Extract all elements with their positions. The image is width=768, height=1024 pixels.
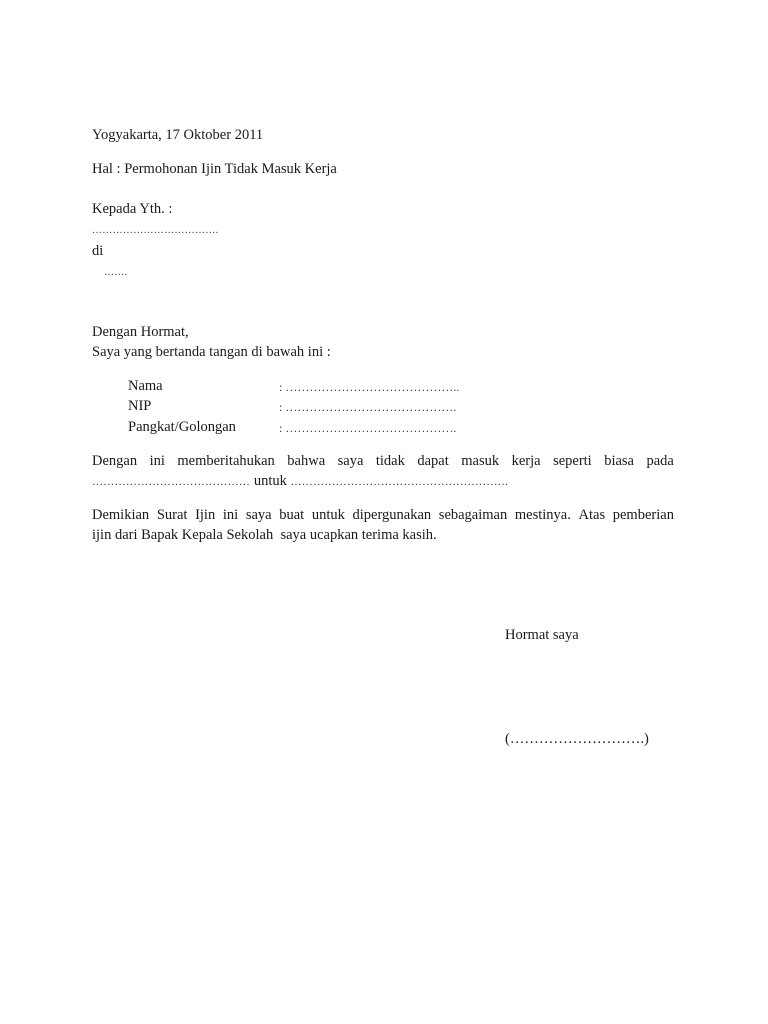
notice-line-2 bbox=[92, 472, 508, 491]
word: Dengan bbox=[92, 453, 138, 469]
word: buat bbox=[279, 507, 305, 523]
word: sebagaiman bbox=[438, 507, 508, 523]
word: untuk bbox=[311, 507, 345, 523]
word: dapat bbox=[417, 453, 449, 469]
field-value-nama: : …………………………………….. bbox=[279, 380, 460, 394]
word: biasa bbox=[604, 453, 634, 469]
word: ini bbox=[222, 507, 239, 523]
field-label-pangkat: Pangkat/Golongan bbox=[128, 419, 236, 435]
field-label-nama: Nama bbox=[128, 378, 163, 394]
word: bahwa bbox=[287, 453, 326, 469]
subject-line: Hal : Permohonan Ijin Tidak Masuk Kerja bbox=[92, 161, 337, 177]
word: Demikian bbox=[92, 507, 150, 523]
word: saya bbox=[337, 453, 364, 469]
word: tidak bbox=[375, 453, 405, 469]
signoff: Hormat saya bbox=[505, 627, 579, 643]
closing-line-2: ijin dari Bapak Kepala Sekolah saya ucapkan terima kasih. bbox=[92, 527, 437, 543]
word: pemberian bbox=[612, 507, 674, 523]
word: ini bbox=[149, 453, 165, 469]
field-label-nip: NIP bbox=[128, 398, 152, 414]
recipient-label: Kepada Yth. : bbox=[92, 201, 173, 217]
place-date: Yogyakarta, 17 Oktober 2011 bbox=[92, 127, 264, 143]
word: Ijin bbox=[195, 507, 216, 523]
word: seperti bbox=[553, 453, 592, 469]
field-value-pangkat: : ……………………………………. bbox=[279, 421, 457, 435]
greeting: Dengan Hormat, bbox=[92, 324, 189, 340]
notice-line-1 bbox=[92, 452, 674, 470]
word: mestinya. bbox=[514, 507, 571, 523]
word: memberitahukan bbox=[177, 453, 275, 469]
field-value-nip: : ……………………………………. bbox=[279, 400, 457, 414]
word: pada bbox=[646, 453, 674, 469]
closing-line-1 bbox=[92, 506, 674, 524]
word: kerja bbox=[511, 453, 541, 469]
notice-blank-reason: …………………………………………………. bbox=[290, 476, 509, 488]
notice-blank-date: …………………………………… bbox=[92, 476, 251, 488]
signature-blank: (……………………….) bbox=[505, 731, 649, 747]
word: dipergunakan bbox=[352, 507, 432, 523]
recipient-di: di bbox=[92, 243, 104, 259]
word: masuk bbox=[461, 453, 500, 469]
recipient-name-blank: ………………………………. bbox=[92, 225, 219, 236]
word: saya bbox=[245, 507, 272, 523]
notice-untuk: untuk bbox=[250, 473, 291, 489]
recipient-place-blank: ……. bbox=[104, 267, 128, 278]
word: Surat bbox=[156, 507, 188, 523]
intro-line: Saya yang bertanda tangan di bawah ini : bbox=[92, 344, 331, 360]
word: Atas bbox=[578, 507, 606, 523]
